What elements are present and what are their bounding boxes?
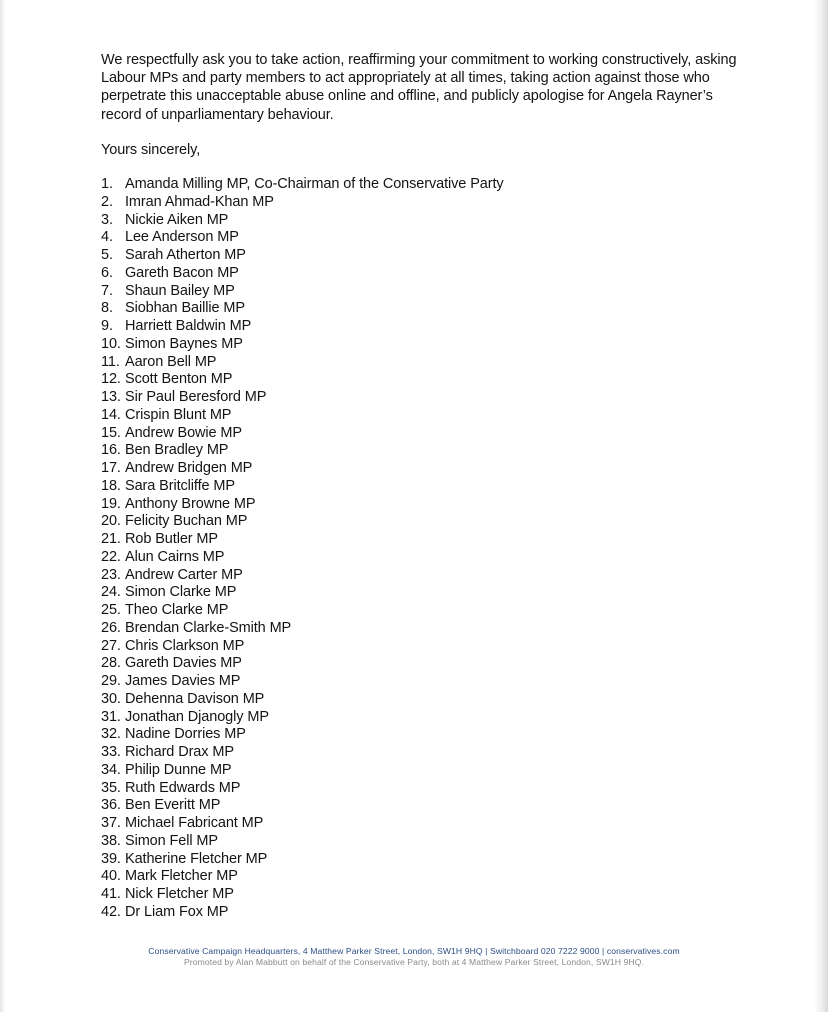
- signatory-number: 20.: [101, 513, 121, 530]
- signatory-number: 1.: [101, 176, 113, 193]
- signatory-item: [101, 762, 741, 780]
- signatory-name: Simon Clarke MP: [125, 584, 237, 601]
- signatory-number: 10.: [101, 335, 121, 352]
- signatory-number: 36.: [101, 797, 121, 814]
- signatory-number: 19.: [101, 495, 121, 512]
- signatory-item: [101, 513, 741, 531]
- signatory-name: Ben Everitt MP: [125, 797, 221, 814]
- signatory-name: Nadine Dorries MP: [125, 726, 246, 743]
- signatory-item: [101, 726, 741, 744]
- signatory-name: Michael Fabricant MP: [125, 815, 264, 832]
- signatory-name: Lee Anderson MP: [125, 229, 239, 246]
- signatory-item: [101, 336, 741, 354]
- signatory-item: [101, 496, 741, 514]
- signatory-number: 33.: [101, 744, 121, 761]
- signatory-number: 3.: [101, 211, 113, 228]
- signatory-item: [101, 371, 741, 389]
- signatory-item: [101, 851, 741, 869]
- signatory-name: Scott Benton MP: [125, 371, 233, 388]
- signatory-item: [101, 247, 741, 265]
- signatory-number: 7.: [101, 282, 113, 299]
- signatory-item: [101, 868, 741, 886]
- footer: [0, 946, 828, 967]
- signatory-number: 32.: [101, 726, 121, 743]
- footer-address-line: Conservative Campaign Headquarters, 4 Matthew Parker Street, London, SW1H 9HQ | Switchboard 020 7222 9000 | conservatives.com: [148, 946, 680, 956]
- signatory-item: [101, 194, 741, 212]
- signatory-item: [101, 389, 741, 407]
- signatory-item: [101, 229, 741, 247]
- signatory-name: Andrew Carter MP: [125, 566, 243, 583]
- signatory-number: 17.: [101, 460, 121, 477]
- signatory-item: [101, 354, 741, 372]
- signatory-name: Jonathan Djanogly MP: [125, 708, 269, 725]
- signatory-name: Mark Fletcher MP: [125, 868, 238, 885]
- signatory-number: 26.: [101, 619, 121, 636]
- signatory-number: 12.: [101, 371, 121, 388]
- signatory-item: [101, 531, 741, 549]
- signatory-item: [101, 549, 741, 567]
- signatory-number: 6.: [101, 264, 113, 281]
- signatory-name: Nick Fletcher MP: [125, 886, 234, 903]
- signatory-name: Katherine Fletcher MP: [125, 850, 268, 867]
- signatory-item: [101, 318, 741, 336]
- sign-off: Yours sincerely,: [101, 141, 201, 158]
- signatory-name: Crispin Blunt MP: [125, 406, 232, 423]
- page-edge-shadow-left: [0, 0, 6, 1012]
- signatory-name: Richard Drax MP: [125, 744, 234, 761]
- signatory-item: [101, 265, 741, 283]
- signatory-number: 24.: [101, 584, 121, 601]
- signatory-item: [101, 460, 741, 478]
- signatory-number: 40.: [101, 868, 121, 885]
- signatory-number: 23.: [101, 566, 121, 583]
- signatory-number: 34.: [101, 761, 121, 778]
- signatory-item: [101, 780, 741, 798]
- signatory-name: Gareth Davies MP: [125, 655, 242, 672]
- signatory-number: 42.: [101, 903, 121, 920]
- signatory-name: James Davies MP: [125, 673, 241, 690]
- signatory-item: [101, 673, 741, 691]
- signatory-item: [101, 478, 741, 496]
- letter-paragraph: We respectfully ask you to take action, reaffirming your commitment to working constructively, asking Labour MPs and party members to act appropriately at all times, taking action against those who perpetrate this unacceptable abuse online and offline, and publicly apologise for Angela Rayner’s record of unparliamentary behaviour.: [101, 52, 737, 123]
- signatory-name: Anthony Browne MP: [125, 495, 256, 512]
- signatory-name: Sir Paul Beresford MP: [125, 389, 267, 406]
- signatory-name: Chris Clarkson MP: [125, 637, 245, 654]
- signatory-item: [101, 176, 741, 194]
- signatory-name: Siobhan Baillie MP: [125, 300, 245, 317]
- signatory-item: [101, 212, 741, 230]
- signatory-item: [101, 283, 741, 301]
- signatory-item: [101, 655, 741, 673]
- signatory-item: [101, 833, 741, 851]
- signatory-number: 4.: [101, 229, 113, 246]
- signatory-number: 25.: [101, 602, 121, 619]
- signatory-name: Gareth Bacon MP: [125, 264, 239, 281]
- signatory-number: 22.: [101, 548, 121, 565]
- signatory-name: Simon Fell MP: [125, 832, 218, 849]
- signatory-number: 35.: [101, 779, 121, 796]
- signatory-list: [101, 176, 741, 922]
- signatory-name: Felicity Buchan MP: [125, 513, 248, 530]
- signatory-name: Andrew Bowie MP: [125, 424, 242, 441]
- signatory-number: 39.: [101, 850, 121, 867]
- signatory-name: Shaun Bailey MP: [125, 282, 235, 299]
- signatory-number: 31.: [101, 708, 121, 725]
- signatory-item: [101, 691, 741, 709]
- signatory-item: [101, 886, 741, 904]
- signatory-number: 9.: [101, 318, 113, 335]
- signatory-item: [101, 584, 741, 602]
- signatory-item: [101, 709, 741, 727]
- signatory-name: Sarah Atherton MP: [125, 247, 246, 264]
- signatory-name: Imran Ahmad-Khan MP: [125, 193, 274, 210]
- signatory-item: [101, 442, 741, 460]
- signatory-name: Sara Britcliffe MP: [125, 477, 235, 494]
- signatory-number: 28.: [101, 655, 121, 672]
- signatory-item: [101, 797, 741, 815]
- signatory-number: 16.: [101, 442, 121, 459]
- signatory-name: Dehenna Davison MP: [125, 690, 265, 707]
- letter-body: [101, 51, 741, 922]
- signatory-number: 15.: [101, 424, 121, 441]
- signatory-name: Aaron Bell MP: [125, 353, 217, 370]
- signatory-number: 38.: [101, 832, 121, 849]
- signatory-number: 27.: [101, 637, 121, 654]
- signatory-number: 30.: [101, 690, 121, 707]
- signatory-item: [101, 744, 741, 762]
- signatory-number: 2.: [101, 193, 113, 210]
- signatory-number: 8.: [101, 300, 113, 317]
- signatory-name: Brendan Clarke-Smith MP: [125, 619, 292, 636]
- signatory-name: Dr Liam Fox MP: [125, 903, 229, 920]
- signatory-number: 41.: [101, 886, 121, 903]
- signatory-name: Andrew Bridgen MP: [125, 460, 253, 477]
- signatory-number: 18.: [101, 477, 121, 494]
- page-edge-shadow-right: [814, 0, 828, 1012]
- signatory-number: 37.: [101, 815, 121, 832]
- signatory-number: 21.: [101, 531, 121, 548]
- signatory-name: Alun Cairns MP: [125, 548, 225, 565]
- signatory-number: 29.: [101, 673, 121, 690]
- signatory-number: 11.: [101, 353, 120, 370]
- signatory-name: Philip Dunne MP: [125, 761, 232, 778]
- signatory-item: [101, 300, 741, 318]
- signatory-number: 14.: [101, 406, 121, 423]
- signatory-name: Ben Bradley MP: [125, 442, 229, 459]
- signatory-name: Harriett Baldwin MP: [125, 318, 252, 335]
- signatory-name: Nickie Aiken MP: [125, 211, 229, 228]
- signatory-name: Amanda Milling MP, Co-Chairman of the Conservative Party: [125, 176, 504, 193]
- signatory-item: [101, 425, 741, 443]
- signatory-item: [101, 620, 741, 638]
- signatory-item: [101, 638, 741, 656]
- signatory-name: Ruth Edwards MP: [125, 779, 241, 796]
- signatory-name: Simon Baynes MP: [125, 335, 243, 352]
- signatory-item: [101, 815, 741, 833]
- signatory-item: [101, 407, 741, 425]
- signatory-number: 5.: [101, 247, 113, 264]
- signatory-number: 13.: [101, 389, 121, 406]
- signatory-item: [101, 904, 741, 922]
- signatory-name: Theo Clarke MP: [125, 602, 229, 619]
- signatory-item: [101, 567, 741, 585]
- signatory-name: Rob Butler MP: [125, 531, 218, 548]
- footer-promoted-line: Promoted by Alan Mabbutt on behalf of the Conservative Party, both at 4 Matthew Parker Street, London, SW1H 9HQ.: [183, 956, 645, 967]
- signatory-item: [101, 602, 741, 620]
